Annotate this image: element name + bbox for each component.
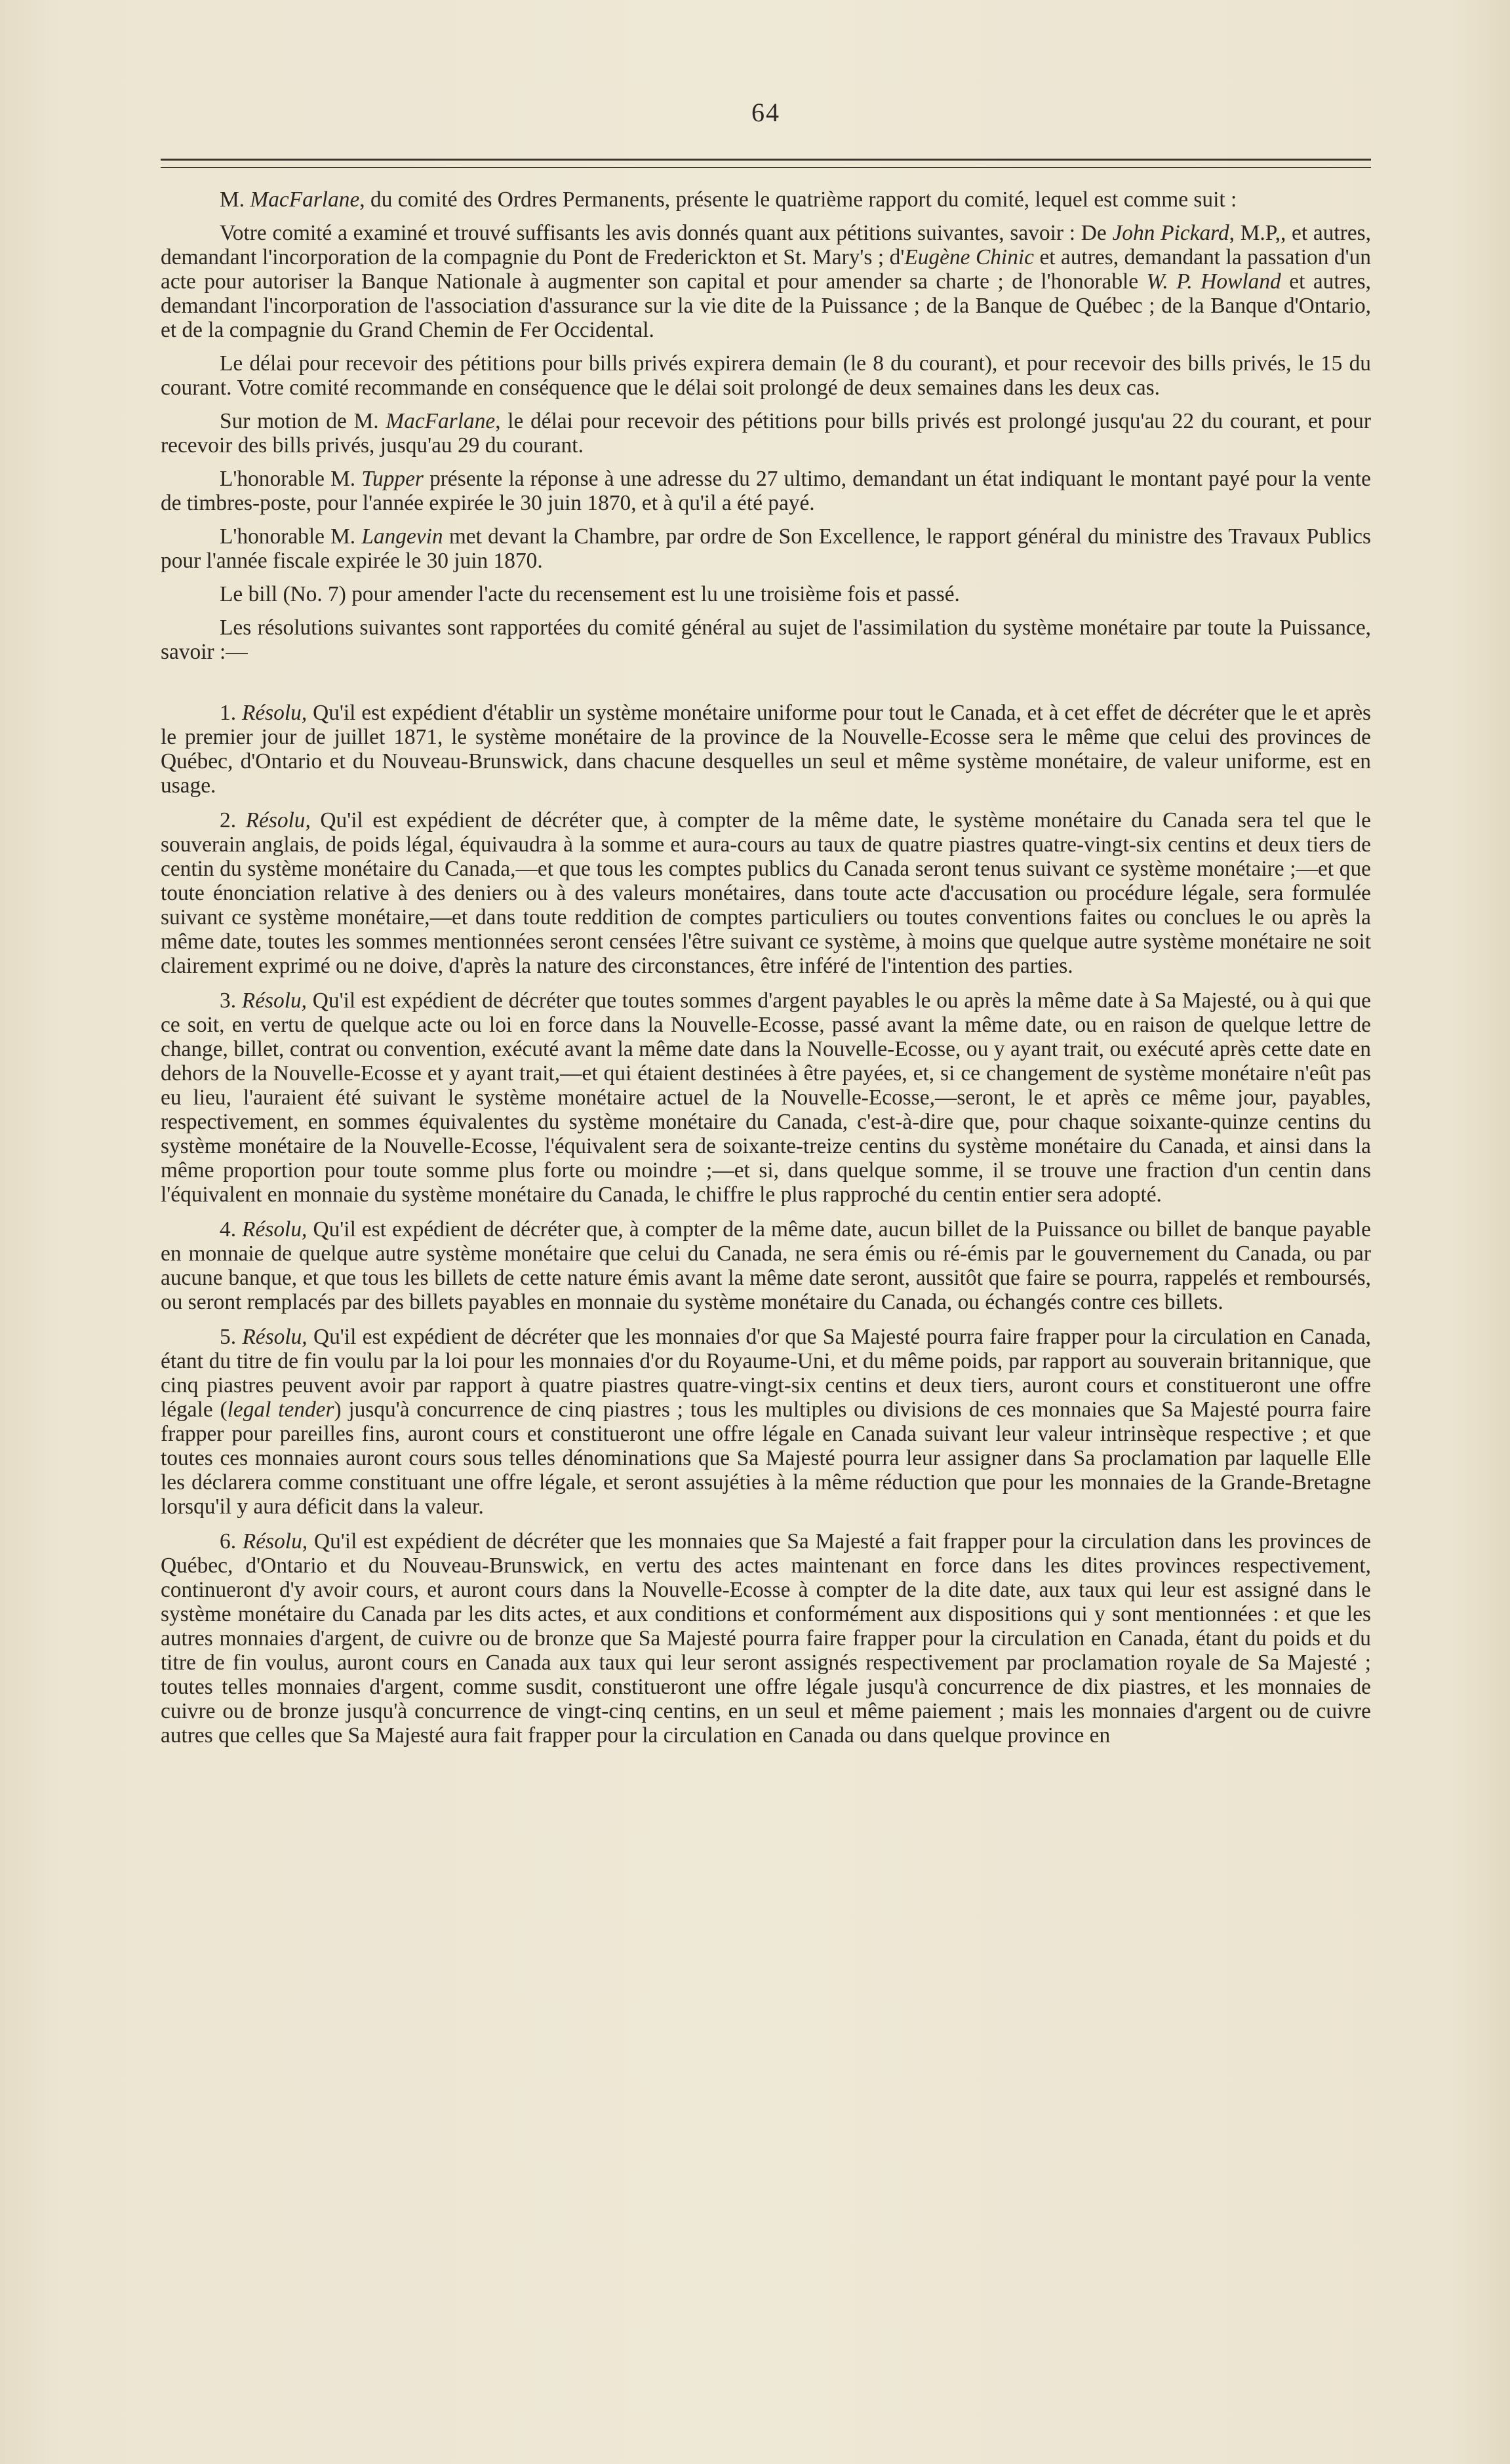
paragraph-resolutions-intro: Les résolutions suivantes sont rapportées du comité général au sujet de l'assimilation du système monétaire par toute la Puissance, savoir :— [161, 616, 1371, 664]
header-rule [161, 159, 1371, 168]
paragraph-langevin: L'honorable M. Langevin met devant la Chambre, par ordre de Son Excellence, le rapport général du ministre des Travaux Publics pour l'année fiscale expirée le 30 juin 1870. [161, 524, 1371, 573]
paragraph-petitions: Votre comité a examiné et trouvé suffisants les avis donnés quant aux pétitions suivantes, savoir : De John Pickard, M.P,, et autres, demandant l'incorporation de la compagnie du Pont de Frederickton et St. Mary's ; d'Eugène Chinic et autres, demandant la passation d'un acte pour autoriser la Banque Nationale à augmenter son capital et pour amender sa charte ; de l'honorable W. P. Howland et autres, demandant l'incorporation de l'association d'assurance sur la vie dite de la Puissance ; de la Banque de Québec ; de la Banque d'Ontario, et de la compagnie du Grand Chemin de Fer Occidental. [161, 221, 1371, 342]
paragraph-delay: Le délai pour recevoir des pétitions pour bills privés expirera demain (le 8 du courant), et pour recevoir des bills privés, le 15 du courant. Votre comité recommande en conséquence que le délai soit prolongé de deux semaines dans les deux cas. [161, 351, 1371, 400]
paragraph-report-macfarlane: M. MacFarlane, du comité des Ordres Permanents, présente le quatrième rapport du comité, lequel est comme suit : [220, 187, 1237, 212]
resolution-6: 6. Résolu, Qu'il est expédient de décréter que les monnaies que Sa Majesté a fait frapper pour la circulation dans les provinces de Québec, d'Ontario et du Nouveau-Brunswick, en vertu des actes maintenant en force dans les dites provinces respectivement, continueront d'y avoir cours, et auront cours dans la Nouvelle-Ecosse à compter de la dite date, aux taux qui leur est assigné dans le système monétaire du Canada par les dits actes, et aux conditions et conformément aux dispositions qui y sont mentionnées : et que les autres monnaies d'argent, de cuivre ou de bronze que Sa Majesté pourra faire frapper pour la circulation en Canada, étant du poids et du titre de fin voulus, auront cours en Canada aux taux qui leur seront assignés respectivement par proclamation royale de Sa Majesté ; toutes telles monnaies d'argent, comme susdit, constitueront une offre légale jusqu'à concurrence de dix piastres, et les monnaies de cuivre ou de bronze jusqu'à concurrence de vingt-cinq centins, en un seul et même paiement ; mais les monnaies d'argent ou de cuivre autres que celles que Sa Majesté aura fait frapper pour la circulation en Canada ou dans quelque province en [161, 1529, 1372, 1748]
resolution-5: 5. Résolu, Qu'il est expédient de décréter que les monnaies d'or que Sa Majesté pourra faire frapper pour la circulation en Canada, étant du titre de fin voulu par la loi pour les monnaies d'or du Royaume-Uni, et du même poids, par rapport au souverain britannique, que cinq piastres peuvent avoir par rapport à quatre piastres quatre-vingt-six centins et deux tiers, auront cours et constitueront une offre légale (legal tender) jusqu'à concurrence de cinq piastres ; tous les multiples ou divisions de ces monnaies que Sa Majesté pourra faire frapper pour pareilles fins, auront cours et constitueront une offre légale en Canada suivant leur valeur intrinsèque respective ; et que toutes ces monnaies auront cours sous telles dénominations que Sa Majesté pourra leur assigner dans Sa proclamation par laquelle Elle les déclarera comme constituant une offre légale, et seront assujéties à la même réduction que pour les monnaies de la Grande-Bretagne lorsqu'il y aura déficit dans la valeur. [161, 1325, 1371, 1519]
page-body [161, 187, 1371, 1748]
paragraph-motion: Sur motion de M. MacFarlane, le délai pour recevoir des pétitions pour bills privés est prolongé jusqu'au 22 du courant, et pour recevoir des bills privés, jusqu'au 29 du courant. [161, 409, 1371, 458]
paragraph-bill: Le bill (No. 7) pour amender l'acte du recensement est lu une troisième fois et passé. [220, 582, 960, 606]
resolution-4: 4. Résolu, Qu'il est expédient de décréter que, à compter de la même date, aucun billet de la Puissance ou billet de banque payable en monnaie de quelque autre système monétaire que celui du Canada, ne sera émis ou ré-émis par le gouvernement du Canada, ou par aucune banque, et que tous les billets de cette nature émis avant la même date seront, aussitôt que faire se pourra, rappelés et remboursés, ou seront remplacés par des billets payables en monnaie du système monétaire du Canada, ou échangés contre ces billets. [161, 1217, 1371, 1314]
resolution-3: 3. Résolu, Qu'il est expédient de décréter que toutes sommes d'argent payables le ou après la même date à Sa Majesté, ou à qui que ce soit, en vertu de quelque acte ou loi en force dans la Nouvelle-Ecosse, passé avant la même date, ou en raison de quelque lettre de change, billet, contrat ou convention, exécuté avant la même date dans la Nouvelle-Ecosse, ou y ayant trait, ou exécuté après cette date en dehors de la Nouvelle-Ecosse et y ayant trait,—et qui étaient destinées à être payées, et, si ce changement de système monétaire n'eût pas eu lieu, l'auraient été suivant le système monétaire actuel de la Nouvelle-Ecosse,—seront, le et après ce même jour, payables, respectivement, en sommes équivalentes du système monétaire du Canada, c'est-à-dire que, pour chaque soixante-quinze centins du système monétaire de la Nouvelle-Ecosse, l'équivalent sera de soixante-treize centins du système monétaire du Canada, et ainsi dans la même proportion pour toute somme plus forte ou moindre ;—et si, dans quelque somme, il se trouve une fraction d'un centin dans l'équivalent en monnaie du système monétaire du Canada, le chiffre le plus rapproché du centin entier sera adopté. [161, 988, 1371, 1207]
page-number: 64 [751, 98, 780, 127]
resolution-2: 2. Résolu, Qu'il est expédient de décréter que, à compter de la même date, le système monétaire du Canada sera tel que le souverain anglais, de poids légal, équivaudra à la somme et aura-cours au taux de quatre piastres quatre-vingt-six centins et deux tiers de centin du système monétaire du Canada,—et que tous les comptes publics du Canada seront tenus suivant ce système monétaire ;—et que toute énonciation relative à des deniers ou à des valeurs monétaires, dans toute acte d'accusation ou procédure légale, sera formulée suivant ce système monétaire,—et dans toute reddition de comptes particuliers ou toutes conventions faites ou conclues le ou après la même date, toutes les sommes mentionnées seront censées l'être suivant ce système, à moins que quelque autre système monétaire ne soit clairement exprimé ou ne doive, d'après la nature des circonstances, être inféré de l'intention des parties. [161, 808, 1371, 978]
paragraph-tupper: L'honorable M. Tupper présente la réponse à une adresse du 27 ultimo, demandant un état indiquant le montant payé pour la vente de timbres-poste, pour l'année expirée le 30 juin 1870, et à qu'il a été payé. [161, 467, 1371, 515]
resolution-1: 1. Résolu, Qu'il est expédient d'établir un système monétaire uniforme pour tout le Canada, et à cet effet de décréter que le et après le premier jour de juillet 1871, le système monétaire de la province de la Nouvelle-Ecosse sera le même que celui des provinces de Québec, d'Ontario et du Nouveau-Brunswick, dans chacune desquelles un seul et même système monétaire, de valeur uniforme, est en usage. [161, 701, 1372, 798]
